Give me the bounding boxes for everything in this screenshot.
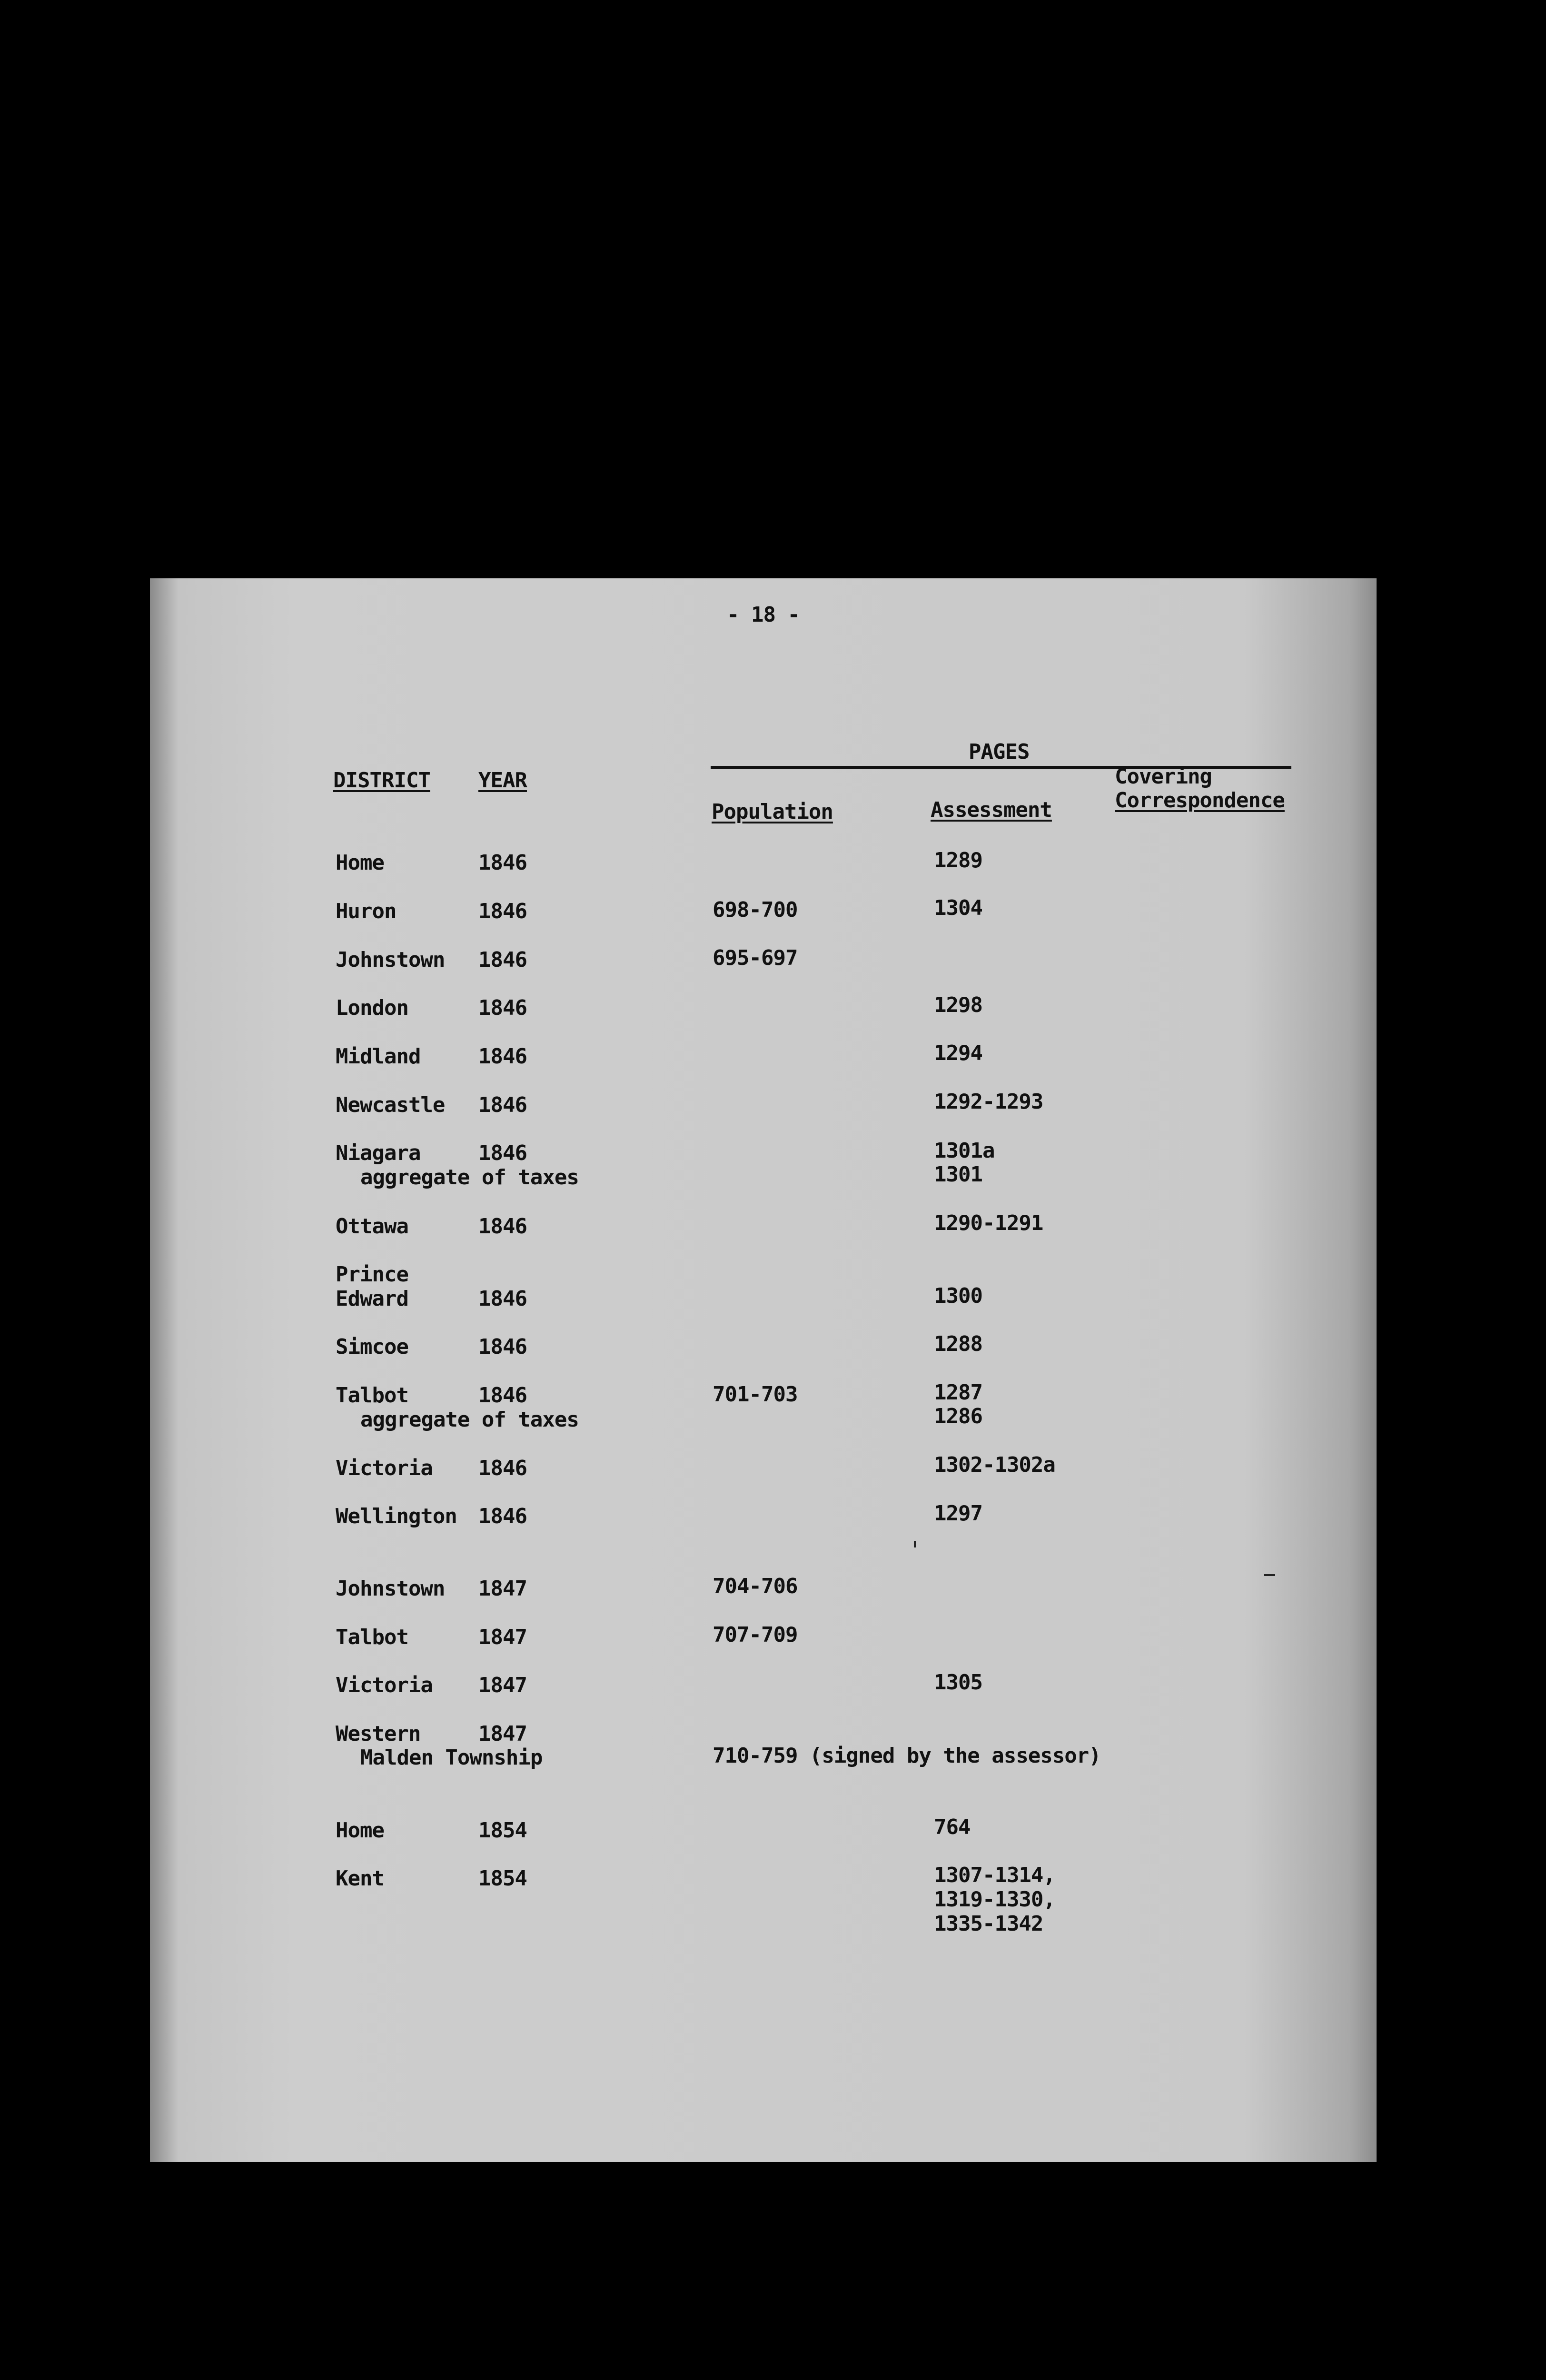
- scan-mark: [914, 1541, 916, 1547]
- sub-label: Malden Township: [360, 1745, 543, 1770]
- district-cell: Johnstown: [336, 1577, 445, 1601]
- district-cell: Midland: [336, 1044, 421, 1069]
- year-cell: 1847: [478, 1577, 527, 1601]
- year-cell: 1846: [478, 1214, 527, 1239]
- district-cell: Home: [336, 1818, 384, 1843]
- year-cell: 1846: [478, 1287, 527, 1311]
- population-cell: 701-703: [713, 1382, 798, 1407]
- header-covering-1: Covering: [1115, 764, 1212, 789]
- district-cell: Edward: [336, 1287, 408, 1311]
- year-cell: 1846: [478, 1456, 527, 1480]
- year-cell: 1846: [478, 1383, 527, 1408]
- header-assessment: Assessment: [931, 798, 1052, 822]
- assessment-cell: 1305: [934, 1670, 982, 1695]
- year-cell: 1846: [478, 1044, 527, 1069]
- district-cell: Victoria: [336, 1673, 433, 1697]
- assessment-cell: 1298: [934, 993, 982, 1017]
- district-cell: Niagara: [336, 1141, 421, 1165]
- district-cell: Talbot: [336, 1383, 408, 1408]
- header-year: YEAR: [478, 768, 527, 793]
- sub-assessment-cell: 1301: [934, 1162, 982, 1187]
- document-page: [150, 578, 1377, 2162]
- district-cell: London: [336, 996, 408, 1020]
- population-cell: 698-700: [713, 898, 798, 922]
- year-cell: 1846: [478, 851, 527, 875]
- assessment-cell: 764: [934, 1815, 971, 1839]
- year-cell: 1847: [478, 1722, 527, 1746]
- page-number: - 18 -: [727, 603, 800, 627]
- assessment-cell: 1288: [934, 1332, 982, 1356]
- header-pages: PAGES: [969, 740, 1030, 764]
- district-cell: Talbot: [336, 1625, 408, 1649]
- year-cell: 1847: [478, 1673, 527, 1697]
- district-cell: Wellington: [336, 1504, 457, 1528]
- district-cell-line1: Prince: [336, 1262, 408, 1287]
- header-district: DISTRICT: [333, 768, 430, 793]
- note-cell: 710-759 (signed by the assessor): [713, 1744, 1101, 1768]
- year-cell: 1846: [478, 1504, 527, 1528]
- assessment-cell: 1301a: [934, 1139, 995, 1163]
- district-cell: Home: [336, 851, 384, 875]
- district-cell: Johnstown: [336, 948, 445, 972]
- district-cell: Kent: [336, 1866, 384, 1891]
- district-cell: Western: [336, 1722, 421, 1746]
- assessment-cell: 1289: [934, 848, 982, 873]
- header-population: Population: [712, 800, 833, 824]
- sub-assessment-cell: 1286: [934, 1404, 982, 1428]
- assessment-cell: 1287: [934, 1380, 982, 1405]
- population-cell: 707-709: [713, 1623, 798, 1647]
- district-cell: Newcastle: [336, 1093, 445, 1117]
- assessment-cell-3: 1335-1342: [934, 1912, 1043, 1936]
- assessment-cell: 1307-1314,: [934, 1863, 1055, 1887]
- header-covering-2: Correspondence: [1115, 788, 1285, 813]
- year-cell: 1854: [478, 1818, 527, 1843]
- year-cell: 1854: [478, 1866, 527, 1891]
- year-cell: 1846: [478, 1141, 527, 1165]
- scan-mark: [1264, 1574, 1275, 1576]
- assessment-cell: 1304: [934, 896, 982, 920]
- year-cell: 1846: [478, 899, 527, 923]
- year-cell: 1846: [478, 996, 527, 1020]
- assessment-cell: 1300: [934, 1284, 982, 1308]
- assessment-cell-2: 1319-1330,: [934, 1887, 1055, 1912]
- assessment-cell: 1290-1291: [934, 1211, 1043, 1235]
- population-cell: 695-697: [713, 946, 798, 970]
- district-cell: Ottawa: [336, 1214, 408, 1239]
- year-cell: 1846: [478, 1335, 527, 1359]
- year-cell: 1846: [478, 948, 527, 972]
- assessment-cell: 1292-1293: [934, 1090, 1043, 1114]
- district-cell: Simcoe: [336, 1335, 408, 1359]
- assessment-cell: 1302-1302a: [934, 1453, 1055, 1477]
- assessment-cell: 1294: [934, 1041, 982, 1065]
- population-cell: 704-706: [713, 1574, 798, 1598]
- year-cell: 1846: [478, 1093, 527, 1117]
- district-cell: Huron: [336, 899, 396, 923]
- district-cell: Victoria: [336, 1456, 433, 1480]
- sub-label: aggregate of taxes: [360, 1165, 579, 1190]
- assessment-cell: 1297: [934, 1501, 982, 1526]
- sub-label: aggregate of taxes: [360, 1408, 579, 1432]
- year-cell: 1847: [478, 1625, 527, 1649]
